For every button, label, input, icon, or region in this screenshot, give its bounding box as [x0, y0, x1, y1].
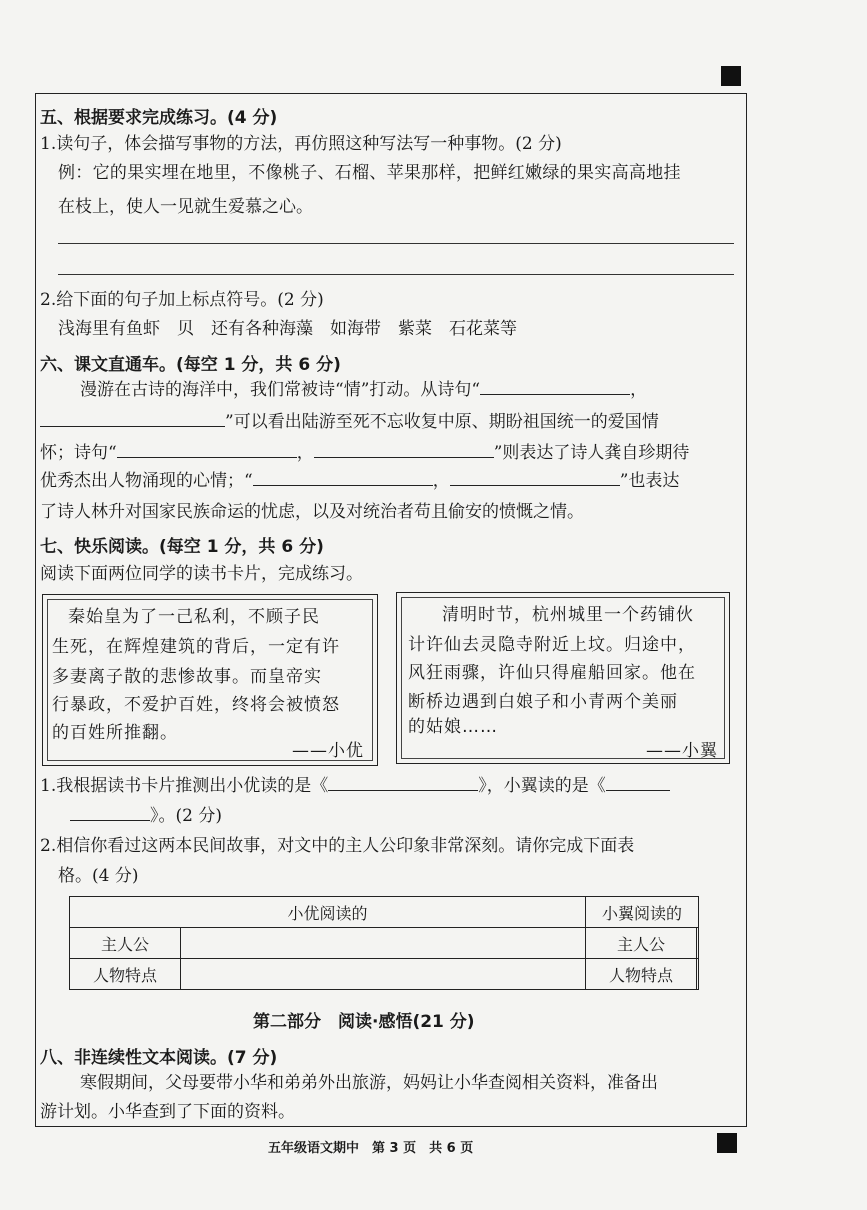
card-left-line-3: 多妻离子散的悲惨故事。而皇帝实 [52, 667, 322, 687]
table-label-traits-right: 人物特点 [586, 959, 697, 990]
section6-heading: 六、课文直通车。(每空 1 分，共 6 分) [40, 355, 341, 375]
poem-blank-4[interactable] [314, 443, 494, 458]
section6-line3 [40, 443, 689, 463]
table-label-traits-left: 人物特点 [70, 959, 181, 990]
part2-title: 第二部分 阅读·感悟(21 分) [253, 1012, 475, 1032]
section7-intro: 阅读下面两位同学的读书卡片，完成练习。 [40, 564, 363, 584]
book-blank-1[interactable] [328, 776, 478, 791]
section7-q1-text-a: 1.我根据读书卡片推测出小优读的是《 [40, 776, 329, 796]
section7-q2-line2: 格。(4 分) [58, 866, 139, 886]
poem-blank-1[interactable] [480, 380, 630, 395]
section7-heading: 七、快乐阅读。(每空 1 分，共 6 分) [40, 537, 324, 557]
section6-text-3b: ”则表达了诗人龚自珍期待 [493, 443, 690, 463]
table-head-right: 小翼阅读的 [586, 897, 699, 928]
table-row [70, 959, 699, 990]
table-row [70, 928, 699, 959]
card-left-line-5: 的百姓所推翻。 [52, 723, 178, 743]
section5-example-line2: 在枝上，使人一见就生爱慕之心。 [58, 197, 313, 217]
poem-blank-3[interactable] [117, 443, 297, 458]
registration-mark-bottom [717, 1133, 737, 1153]
card-right-line-4: 断桥边遇到白娘子和小青两个美丽 [408, 692, 678, 712]
section6-comma-3: ， [296, 443, 314, 463]
section6-comma-4: ， [432, 471, 450, 491]
poem-blank-5[interactable] [253, 471, 433, 486]
card-left-line-4: 行暴政，不爱护百姓，终将会被愤怒 [52, 695, 340, 715]
answer-line-2[interactable] [58, 274, 734, 275]
book-blank-2b[interactable] [70, 806, 150, 821]
reading-card-left-inner [47, 599, 373, 761]
section5-q2: 2.给下面的句子加上标点符号。(2 分) [40, 290, 324, 310]
section6-line2 [40, 412, 659, 432]
reading-card-left [42, 594, 378, 766]
card-left-line-2: 生死，在辉煌建筑的背后，一定有许 [52, 637, 340, 657]
section7-q1-line2 [70, 806, 222, 826]
card-right-signature: ——小翼 [646, 741, 718, 761]
card-right-line-2: 计许仙去灵隐寺附近上坟。归途中， [408, 635, 696, 655]
table-cell-traits-right[interactable] [697, 959, 699, 990]
answer-line-1[interactable] [58, 243, 734, 244]
card-right-line-5: 的姑娘…… [408, 717, 498, 737]
reading-card-right-inner [401, 597, 725, 759]
section5-q1: 1.读句子，体会描写事物的方法，再仿照这种写法写一种事物。(2 分) [40, 134, 562, 154]
table-cell-protagonist-right[interactable] [697, 928, 699, 959]
section6-text-3a: 怀；诗句“ [40, 443, 117, 463]
card-right-line-3: 风狂雨骤，许仙只得雇船回家。他在 [408, 663, 696, 683]
section7-q2-line1: 2.相信你看过这两本民间故事，对文中的主人公印象非常深刻。请你完成下面表 [40, 836, 635, 856]
table-label-protagonist-right: 主人公 [586, 928, 697, 959]
section6-comma-1: ， [630, 380, 648, 400]
poem-blank-2[interactable] [40, 412, 225, 427]
character-table [69, 896, 699, 990]
section8-line2: 游计划。小华查到了下面的资料。 [40, 1102, 295, 1122]
reading-card-right [396, 592, 730, 764]
section5-heading: 五、根据要求完成练习。(4 分) [40, 108, 278, 128]
card-right-line-1: 清明时节，杭州城里一个药铺伙 [442, 605, 694, 625]
table-head-left: 小优阅读的 [70, 897, 586, 928]
section6-line5: 了诗人林升对国家民族命运的忧虑，以及对统治者苟且偷安的愤慨之情。 [40, 502, 584, 522]
section5-q2-sentence: 浅海里有鱼虾 贝 还有各种海藻 如海带 紫菜 石花菜等 [58, 319, 517, 339]
section6-text-1a: 漫游在古诗的海洋中，我们常被诗“情”打动。从诗句“ [80, 380, 481, 400]
table-label-protagonist-left: 主人公 [70, 928, 181, 959]
section6-line4 [40, 471, 679, 491]
section5-example-line1: 例：它的果实埋在地里，不像桃子、石榴、苹果那样，把鲜红嫩绿的果实高高地挂 [58, 163, 681, 183]
card-left-signature: ——小优 [292, 741, 364, 761]
table-cell-traits-left[interactable] [181, 959, 586, 990]
section6-text-2: ”可以看出陆游至死不忘收复中原、期盼祖国统一的爱国情 [225, 412, 659, 432]
table-header-row [70, 897, 699, 928]
registration-mark-top [721, 66, 741, 86]
page-footer: 五年级语文期中 第 3 页 共 6 页 [268, 1141, 474, 1156]
section6-text-4b: ”也表达 [619, 471, 680, 491]
section7-q1-line [40, 776, 670, 796]
card-left-line-1: 秦始皇为了一己私利，不顾子民 [68, 607, 320, 627]
table-cell-protagonist-left[interactable] [181, 928, 586, 959]
section6-text-4a: 优秀杰出人物涌现的心情；“ [40, 471, 253, 491]
section7-q1-text-c: 》。(2 分) [150, 806, 222, 826]
section8-line1: 寒假期间，父母要带小华和弟弟外出旅游，妈妈让小华查阅相关资料，准备出 [80, 1073, 658, 1093]
poem-blank-6[interactable] [450, 471, 620, 486]
section7-q1-text-b: 》，小翼读的是《 [478, 776, 606, 796]
section8-heading: 八、非连续性文本阅读。(7 分) [40, 1048, 278, 1068]
section6-line1 [80, 380, 647, 400]
book-blank-2a[interactable] [606, 776, 670, 791]
